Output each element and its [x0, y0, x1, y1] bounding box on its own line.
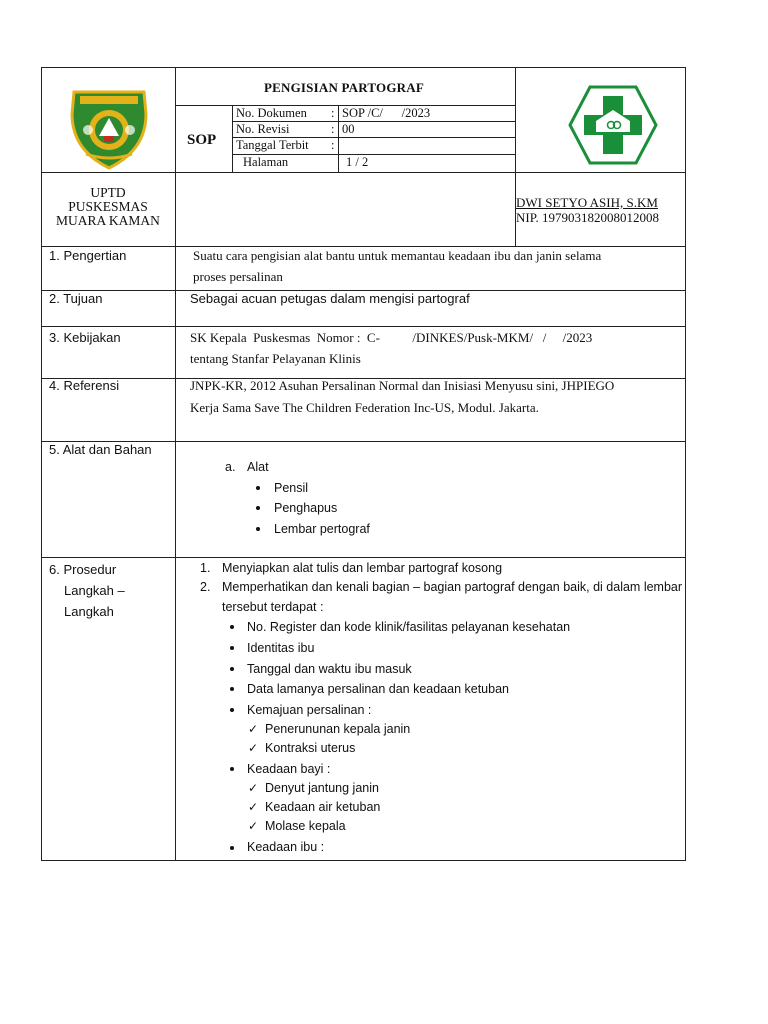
signer-nip: NIP. 197903182008012008 — [516, 210, 660, 225]
document-title: PENGISIAN PARTOGRAF — [264, 80, 424, 95]
bullet-icon — [256, 527, 260, 531]
check-icon: ✓ — [248, 781, 259, 795]
referensi-text-line: JNPK-KR, 2012 Asuhan Persalinan Normal dan Inisiasi Menyusu sini, JHPIEGO — [190, 378, 615, 393]
pengertian-text-line: Suatu cara pengisian alat bantu untuk memantau keadaan ibu dan janin selama — [193, 248, 602, 263]
list-item: Pensil — [274, 481, 309, 495]
bullet-icon — [256, 506, 260, 510]
section-label-prosedur: Langkah – — [64, 583, 125, 598]
step-text: Memperhatikan dan kenali bagian – bagian partograf dengan baik, di dalam lembar — [222, 580, 683, 594]
pengertian-text-line: proses persalinan — [193, 269, 283, 284]
section-label-tujuan: 2. Tujuan — [49, 291, 103, 306]
meta-value-no-dokumen: SOP /C/ /2023 — [342, 106, 431, 120]
check-item: Keadaan air ketuban — [265, 800, 381, 814]
signer-name: DWI SETYO ASIH, S.KM — [516, 195, 658, 210]
tujuan-text-line: Sebagai acuan petugas dalam mengisi partograf — [190, 291, 470, 306]
list-item: Keadaan ibu : — [247, 840, 325, 854]
bullet-icon — [230, 687, 234, 691]
bullet-icon — [230, 667, 234, 671]
list-item: Identitas ibu — [247, 641, 315, 655]
bullet-icon — [256, 486, 260, 490]
meta-label-tanggal-terbit: Tanggal Terbit — [236, 138, 309, 152]
section-label-prosedur: Langkah — [64, 604, 114, 619]
list-item: Keadaan bayi : — [247, 762, 331, 776]
org-line: MUARA KAMAN — [56, 213, 160, 228]
check-icon: ✓ — [248, 800, 259, 814]
section-label-alat: 5. Alat dan Bahan — [49, 442, 152, 457]
puskesmas-logo — [568, 84, 658, 166]
check-icon: ✓ — [248, 741, 259, 755]
bullet-icon — [230, 846, 234, 850]
list-item: No. Register dan kode klinik/fasilitas pelayanan kesehatan — [247, 620, 571, 634]
puskesmas-cross-icon — [568, 84, 658, 166]
org-line: UPTD — [90, 185, 126, 200]
list-item: Penghapus — [274, 501, 338, 515]
check-item: Penerununan kepala janin — [265, 722, 411, 736]
step-text-continuation: tersebut terdapat : — [222, 600, 324, 614]
bullet-icon — [230, 708, 234, 712]
list-item: Lembar pertograf — [274, 522, 370, 536]
meta-label-halaman: Halaman — [243, 155, 289, 169]
step-text: Menyiapkan alat tulis dan lembar partograf kosong — [222, 561, 503, 575]
step-number: 2. — [200, 580, 211, 594]
section-label-kebijakan: 3. Kebijakan — [49, 330, 121, 345]
meta-value-no-revisi: 00 — [342, 122, 355, 136]
check-icon: ✓ — [248, 819, 259, 833]
meta-sep: : — [331, 106, 335, 120]
check-item: Denyut jantung janin — [265, 781, 379, 795]
regional-emblem-icon — [66, 84, 152, 170]
alat-sub-label: Alat — [247, 460, 269, 474]
alat-sub-marker: a. — [225, 460, 236, 474]
check-item: Kontraksi uterus — [265, 741, 356, 755]
section-label-prosedur: 6. Prosedur — [49, 562, 117, 577]
org-line: PUSKESMAS — [68, 199, 148, 214]
kutai-kartanegara-emblem — [66, 84, 152, 170]
meta-sep: : — [331, 138, 335, 152]
kebijakan-text-line: tentang Stanfar Pelayanan Klinis — [190, 351, 361, 366]
list-item: Data lamanya persalinan dan keadaan ketuban — [247, 682, 509, 696]
meta-label-no-dokumen: No. Dokumen — [236, 106, 307, 120]
section-label-pengertian: 1. Pengertian — [49, 248, 127, 263]
referensi-text-line: Kerja Sama Save The Children Federation Inc-US, Modul. Jakarta. — [190, 400, 539, 415]
list-item: Tanggal dan waktu ibu masuk — [247, 662, 412, 676]
bullet-icon — [230, 625, 234, 629]
list-item: Kemajuan persalinan : — [247, 703, 372, 717]
check-item: Molase kepala — [265, 819, 346, 833]
kebijakan-text-line: SK Kepala Puskesmas Nomor : C- /DINKES/Pusk-MKM/ / /2023 — [190, 330, 593, 345]
bullet-icon — [230, 646, 234, 650]
meta-label-no-revisi: No. Revisi — [236, 122, 290, 136]
step-number: 1. — [200, 561, 211, 575]
bullet-icon — [230, 767, 234, 771]
check-icon: ✓ — [248, 722, 259, 736]
meta-sep: : — [331, 122, 335, 136]
sop-label: SOP — [187, 132, 217, 148]
section-label-referensi: 4. Referensi — [49, 378, 120, 393]
meta-value-halaman: 1 / 2 — [346, 155, 369, 169]
